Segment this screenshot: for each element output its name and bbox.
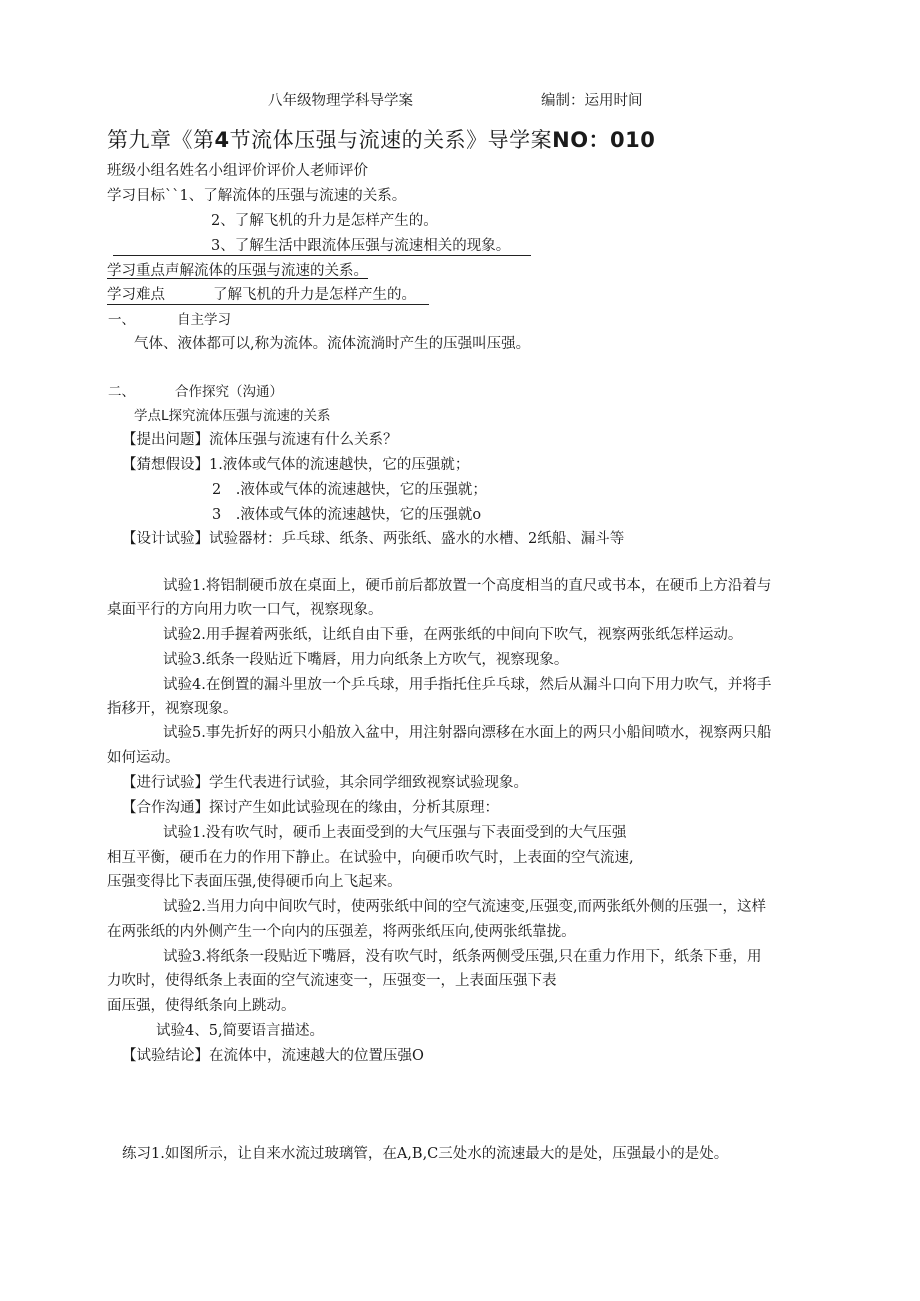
difficulty-label: 学习难点 <box>107 287 165 303</box>
hypothesis-2: 2 .液体或气体的流速越快，它的压强就； <box>212 482 487 498</box>
section-1-body: 气体、液体都可以,称为流体。流体流淌时产生的压强叫压强。 <box>134 336 531 352</box>
discussion-3-line-1: 试验3.将纸条一段贴近下嘴唇，没有吹气时，纸条两侧受压强,只在重力作用下，纸条下垂，用 <box>163 949 762 965</box>
doc-header-left: 八年级物理学科导学案 <box>268 93 413 109</box>
section-1-title: 自主学习 <box>177 312 231 328</box>
difficulty-row <box>107 285 429 305</box>
hypothesis-3: 3 .液体或气体的流速越快，它的压强就o <box>212 507 482 523</box>
doc-header-right: 编制：运用时间 <box>541 93 643 109</box>
discussion-1-line-3: 压强变得比下表面压强,使得硬币向上飞起来。 <box>107 874 402 890</box>
experiment-2: 试验2.用手握着两张纸，让纸自由下垂，在两张纸的中间向下吹气，视察两张纸怎样运动。 <box>163 627 743 643</box>
title-number: NO：010 <box>552 128 656 152</box>
section-2-title: 合作探究（沟通） <box>175 384 283 400</box>
discussion-3-line-2: 力吹时，使得纸条上表面的空气流速变一，压强变一，上表面压强下表 <box>107 973 557 989</box>
goal-1: 学习目标``1、了解流体的压强与流速的关系。 <box>107 188 407 204</box>
exercise-1: 练习1.如图所示，让自来水流过玻璃管，在A,B,C三处水的流速最大的是处，压强最小的是处。 <box>122 1146 729 1162</box>
design-materials: 【设计试验】试验器材：乒乓球、纸条、两张纸、盛水的水槽、2纸船、漏斗等 <box>122 531 625 547</box>
discussion-3-line-3: 面压强，使得纸条向上跳动。 <box>107 998 296 1014</box>
discussion-1-line-1: 试验1.没有吹气时，硬币上表面受到的大气压强与下表面受到的大气压强 <box>163 825 627 841</box>
conduct-experiment: 【进行试验】学生代表进行试验，其余同学细致视察试验现象。 <box>122 775 528 791</box>
experiment-5-line-2: 如何运动。 <box>107 750 180 766</box>
experiment-4-line-2: 指移开，视察现象。 <box>107 701 238 717</box>
section-2-number: 二、 <box>108 384 135 400</box>
cooperative-discussion: 【合作沟通】探讨产生如此试验现在的缘由，分析其原理： <box>122 800 499 816</box>
difficulty-text: 了解飞机的升力是怎样产生的。 <box>213 287 416 303</box>
goal-2: 2、了解飞机的升力是怎样产生的。 <box>211 213 438 229</box>
title-prefix: 第九章《第 <box>107 128 215 152</box>
discussion-2-line-2: 在两张纸的内外侧产生一个向内的压强差，将两张纸压向,使两张纸靠拢。 <box>107 924 576 940</box>
discussion-2-line-1: 试验2.当用力向中间吹气时，使两张纸中间的空气流速变,压强变,而两张纸外侧的压强一，这样 <box>163 899 767 915</box>
key-point: 学习重点声解流体的压强与流速的关系。 <box>107 263 368 279</box>
discussion-1-line-2: 相互平衡，硬币在力的作用下静止。在试验中，向硬币吹气时，上表面的空气流速, <box>107 850 634 866</box>
experiment-1-line-2: 桌面平行的方向用力吹一口气，视察现象。 <box>107 602 383 618</box>
experiment-conclusion: 【试验结论】在流体中，流速越大的位置压强O <box>122 1048 424 1064</box>
goal-3-underline <box>113 236 531 256</box>
experiment-5-line-1: 试验5.事先折好的两只小船放入盆中，用注射器向漂移在水面上的两只小船间喷水，视察两只船 <box>163 725 772 741</box>
discussion-4-5: 试验4、5,简要语言描述。 <box>156 1023 325 1039</box>
section-2-subtitle: 学点L探究流体压强与流速的关系 <box>134 408 331 424</box>
experiment-1-line-1: 试验1.将铝制硬币放在桌面上，硬币前后都放置一个高度相当的直尺或书本，在硬币上方沿着与 <box>163 578 772 594</box>
title-middle: 节流体压强与流速的关系》导学案 <box>229 128 553 152</box>
hypothesis-1: 【猜想假设】1.液体或气体的流速越快，它的压强就； <box>122 457 470 473</box>
section-1-number: 一、 <box>108 312 135 328</box>
question: 【提出问题】流体压强与流速有什么关系？ <box>122 432 398 448</box>
goal-3: 3、了解生活中跟流体压强与流速相关的现象。 <box>211 238 511 254</box>
title-section-number: 4 <box>214 128 230 152</box>
page-title <box>107 126 655 154</box>
info-row: 班级小组名姓名小组评价评价人老师评价 <box>107 163 368 179</box>
experiment-4-line-1: 试验4.在倒置的漏斗里放一个乒乓球，用手指托住乒乓球，然后从漏斗口向下用力吹气，并将手 <box>163 677 772 693</box>
experiment-3: 试验3.纸条一段贴近下嘴唇，用力向纸条上方吹气，视察现象。 <box>163 652 569 668</box>
